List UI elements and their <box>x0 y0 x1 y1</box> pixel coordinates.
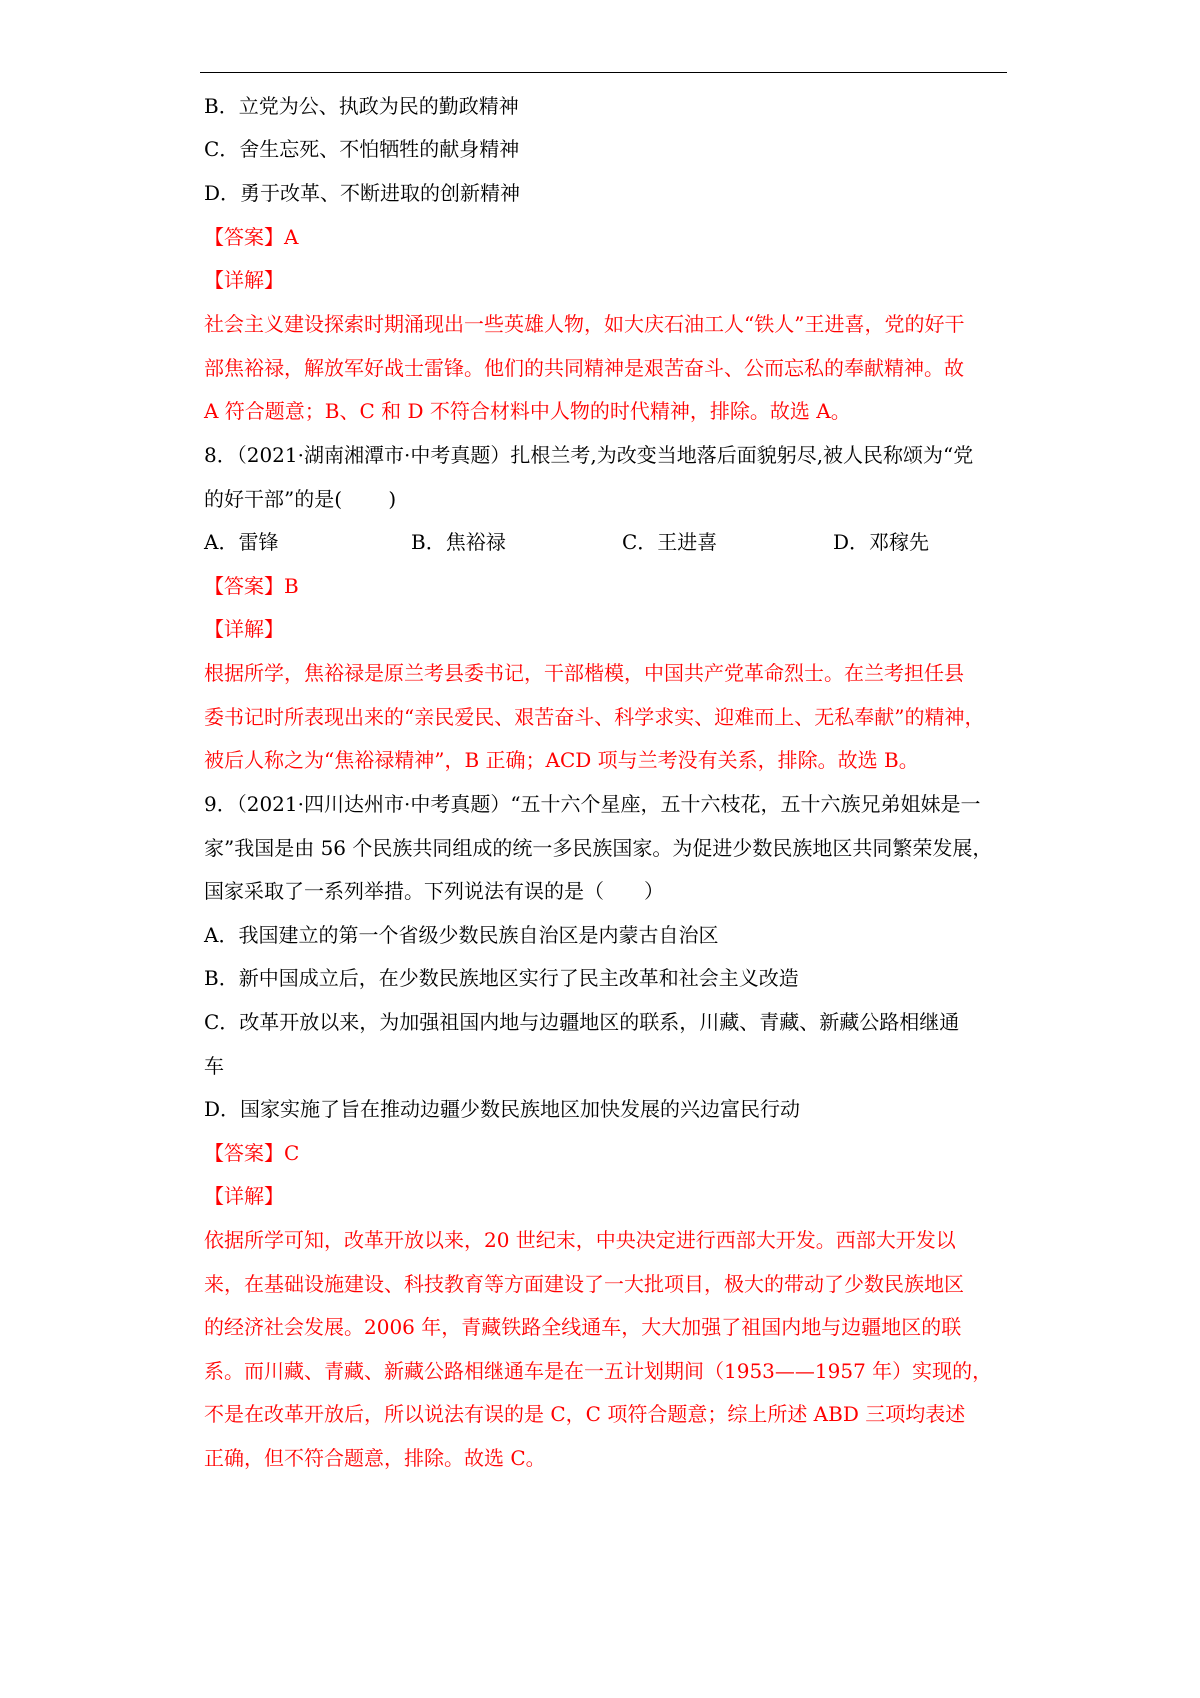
q8-stem-line: 8．（2021·湖南湘潭市·中考真题）扎根兰考,为改变当地落后面貌躬尽,被人民称颂为“党 <box>204 443 974 467</box>
q7-explanation-line: 部焦裕禄，解放军好战士雷锋。他们的共同精神是艰苦奋斗、公而忘私的奉献精神。故 <box>204 356 964 380</box>
q8-explanation-line: 被后人称之为“焦裕禄精神”，B 正确；ACD 项与兰考没有关系，排除。故选 B。 <box>204 748 919 772</box>
q9-stem-line: 9．（2021·四川达州市·中考真题）“五十六个星座，五十六枝花，五十六族兄弟姐妹是一 <box>204 792 981 816</box>
q9-explanation-line: 依据所学可知，改革开放以来，20 世纪末，中央决定进行西部大开发。西部大开发以 <box>204 1228 956 1252</box>
q9-explanation-line: 不是在改革开放后，所以说法有误的是 C，C 项符合题意；综上所述 ABD 三项均表述 <box>204 1402 966 1426</box>
q9-stem-line: 国家采取了一系列举措。下列说法有误的是（ ） <box>204 879 664 903</box>
q9-option-c-continued: 车 <box>204 1054 224 1078</box>
q9-explanation-line: 的经济社会发展。2006 年，青藏铁路全线通车，大大加强了祖国内地与边疆地区的联 <box>204 1315 962 1339</box>
q7-answer: 【答案】A <box>204 225 299 249</box>
q8-stem-line: 的好干部”的是( ) <box>204 487 397 511</box>
q7-detail-label: 【详解】 <box>204 268 284 292</box>
q9-explanation-line: 正确，但不符合题意，排除。故选 C。 <box>204 1446 546 1470</box>
q9-answer: 【答案】C <box>204 1141 300 1165</box>
q9-option-c: C．改革开放以来，为加强祖国内地与边疆地区的联系，川藏、青藏、新藏公路相继通 <box>204 1010 960 1034</box>
q9-option-b: B．新中国成立后，在少数民族地区实行了民主改革和社会主义改造 <box>204 966 799 990</box>
q9-option-d: D．国家实施了旨在推动边疆少数民族地区加快发展的兴边富民行动 <box>204 1097 801 1121</box>
q9-stem-line: 家”我国是由 56 个民族共同组成的统一多民族国家。为促进少数民族地区共同繁荣发展， <box>204 836 993 860</box>
q8-option-d: D．邓稼先 <box>833 530 930 554</box>
q8-explanation-line: 委书记时所表现出来的“亲民爱民、艰苦奋斗、科学求实、迎难而上、无私奉献”的精神， <box>204 705 985 729</box>
q9-option-a: A．我国建立的第一个省级少数民族自治区是内蒙古自治区 <box>204 923 719 947</box>
q8-option-a: A．雷锋 <box>204 530 279 554</box>
q7-option-d: D．勇于改革、不断进取的创新精神 <box>204 181 521 205</box>
q7-explanation-line: A 符合题意；B、C 和 D 不符合材料中人物的时代精神，排除。故选 A。 <box>204 399 851 423</box>
q9-explanation-line: 系。而川藏、青藏、新藏公路相继通车是在一五计划期间（1953——1957 年）实现的， <box>204 1359 993 1383</box>
q8-option-b: B．焦裕禄 <box>411 530 506 554</box>
q7-option-c: C．舍生忘死、不怕牺牲的献身精神 <box>204 137 520 161</box>
q9-explanation-line: 来，在基础设施建设、科技教育等方面建设了一大批项目，极大的带动了少数民族地区 <box>204 1272 964 1296</box>
header-rule <box>200 72 1007 73</box>
q8-detail-label: 【详解】 <box>204 617 284 641</box>
q8-answer: 【答案】B <box>204 574 299 598</box>
q7-explanation-line: 社会主义建设探索时期涌现出一些英雄人物，如大庆石油工人“铁人”王进喜，党的好干 <box>204 312 965 336</box>
q8-option-c: C．王进喜 <box>622 530 718 554</box>
q8-explanation-line: 根据所学，焦裕禄是原兰考县委书记，干部楷模，中国共产党革命烈士。在兰考担任县 <box>204 661 964 685</box>
q7-option-b: B．立党为公、执政为民的勤政精神 <box>204 94 519 118</box>
q9-detail-label: 【详解】 <box>204 1184 284 1208</box>
